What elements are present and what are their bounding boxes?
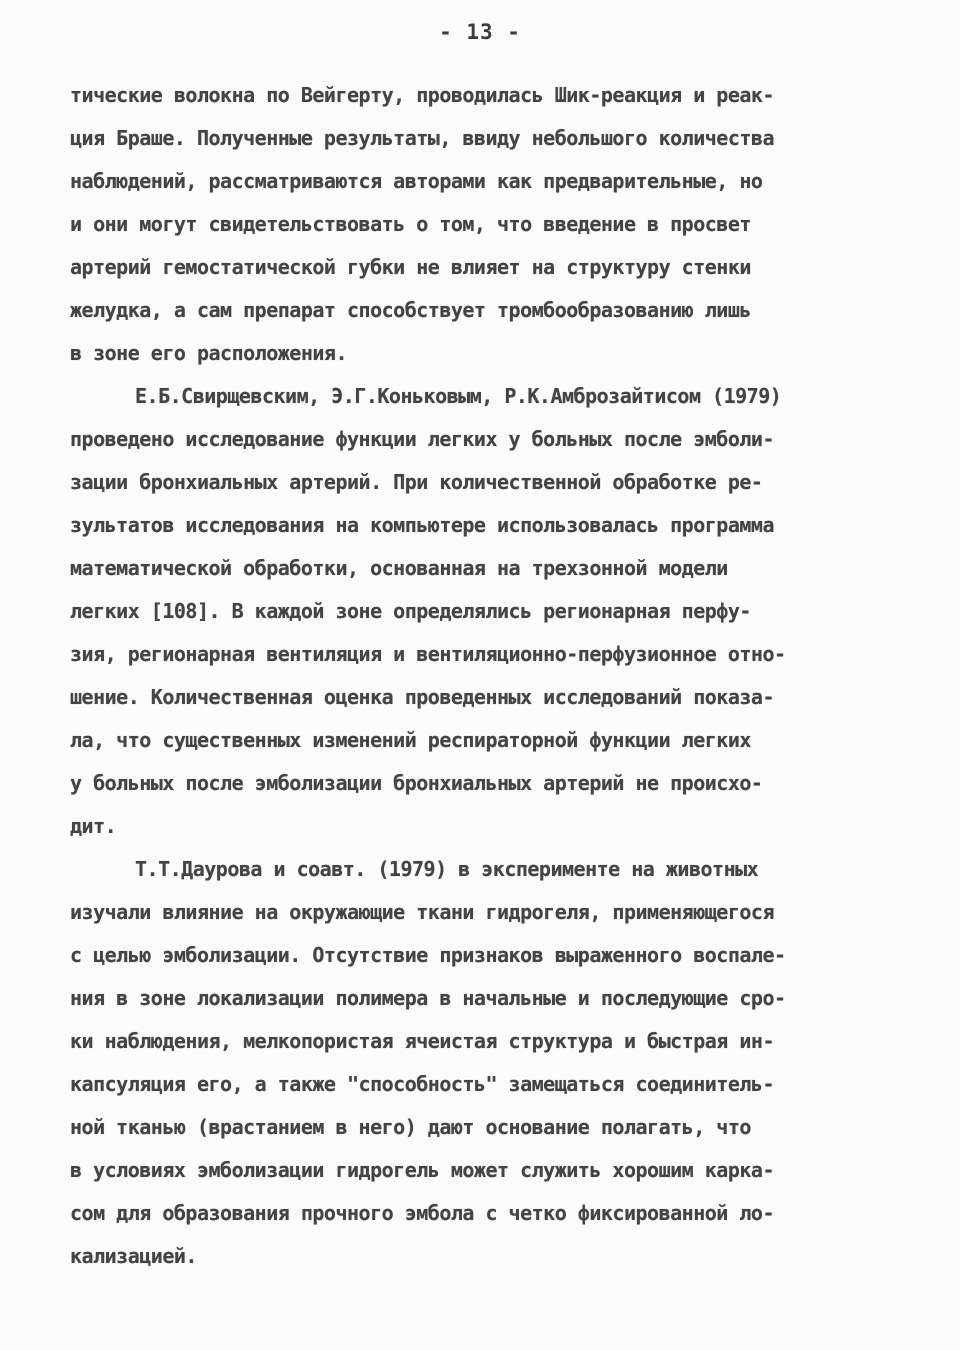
text-line: изучали влияние на окружающие ткани гидрогеля, применяющегося <box>70 900 775 924</box>
text-line: зации бронхиальных артерий. При количественной обработке ре- <box>70 470 763 494</box>
text-line: ной тканью (врастанием в него) дают основание полагать, что <box>70 1115 751 1139</box>
text-line: Е.Б.Свирщевским, Э.Г.Коньковым, Р.К.Амброзайтисом (1979) <box>135 384 782 408</box>
text-line: сом для образования прочного эмбола с четко фиксированной ло- <box>70 1201 775 1225</box>
body-text <box>70 74 900 1278</box>
text-line: ция Браше. Полученные результаты, ввиду небольшого количества <box>70 126 775 150</box>
text-line: наблюдений, рассматриваются авторами как предварительные, но <box>70 169 763 193</box>
text-line: проведено исследование функции легких у больных после эмболи- <box>70 427 775 451</box>
text-line: ла, что существенных изменений респираторной функции легких <box>70 728 751 752</box>
text-line: кализацией. <box>70 1244 197 1268</box>
text-line: легких [108]. В каждой зоне определялись регионарная перфу- <box>70 599 751 623</box>
text-line: в условиях эмболизации гидрогель может служить хорошим карка- <box>70 1158 775 1182</box>
text-line: капсуляция его, а также "способность" замещаться соединитель- <box>70 1072 775 1096</box>
paragraph-1 <box>70 74 900 375</box>
text-line: и они могут свидетельствовать о том, что введение в просвет <box>70 212 751 236</box>
text-line: в зоне его расположения. <box>70 341 347 365</box>
text-line: у больных после эмболизации бронхиальных артерий не происхо- <box>70 771 763 795</box>
text-line: ния в зоне локализации полимера в начальные и последующие сро- <box>70 986 786 1010</box>
text-line: с целью эмболизации. Отсутствие признаков выраженного воспале- <box>70 943 786 967</box>
text-line: шение. Количественная оценка проведенных исследований показа- <box>70 685 775 709</box>
paragraph-3 <box>70 848 900 1278</box>
page-number: - 13 - <box>439 20 521 44</box>
text-line: желудка, а сам препарат способствует тромбообразованию лишь <box>70 298 751 322</box>
text-line: артерий гемостатической губки не влияет на структуру стенки <box>70 255 751 279</box>
text-line: зультатов исследования на компьютере использовалась программа <box>70 513 775 537</box>
text-line: зия, регионарная вентиляция и вентиляционно-перфузионное отно- <box>70 642 786 666</box>
text-line: тические волокна по Вейгерту, проводилась Шик-реакция и реак- <box>70 83 775 107</box>
text-line: математической обработки, основанная на трехзонной модели <box>70 556 728 580</box>
text-line: дит. <box>70 814 117 838</box>
paragraph-2 <box>70 375 900 848</box>
text-line: Т.Т.Даурова и соавт. (1979) в эксперименте на животных <box>135 857 759 881</box>
text-line: ки наблюдения, мелкопористая ячеистая структура и быстрая ин- <box>70 1029 775 1053</box>
